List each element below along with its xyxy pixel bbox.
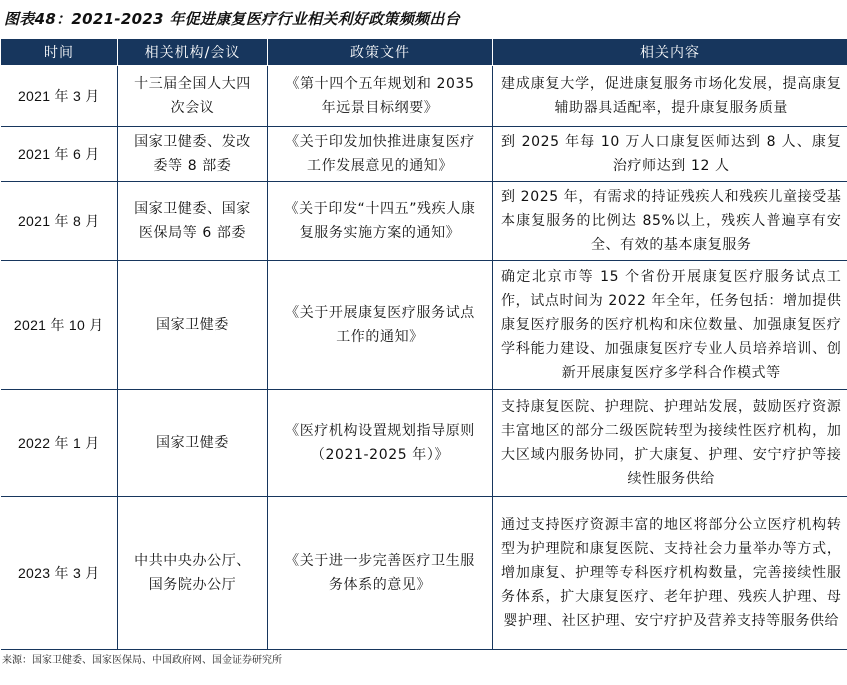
header-time: 时间	[1, 39, 118, 66]
cell-content: 到 2025 年每 10 万人口康复医师达到 8 人、康复治疗师达到 12 人	[493, 127, 847, 182]
cell-agency: 国家卫健委、国家医保局等 6 部委	[118, 182, 268, 261]
table-row	[1, 66, 847, 127]
header-row	[1, 39, 847, 66]
cell-time: 2021 年 10 月	[1, 261, 118, 390]
table-row	[1, 182, 847, 261]
cell-time: 2021 年 6 月	[1, 127, 118, 182]
table-row	[1, 390, 847, 497]
source-note: 来源：国家卫健委、国家医保局、中国政府网、国金证券研究所	[2, 655, 282, 666]
cell-document: 《医疗机构设置规划指导原则（2021-2025 年）》	[268, 390, 493, 497]
cell-document: 《关于印发加快推进康复医疗工作发展意见的通知》	[268, 127, 493, 182]
cell-document: 《关于印发“十四五”残疾人康复服务实施方案的通知》	[268, 182, 493, 261]
header-document: 政策文件	[268, 39, 493, 66]
policy-table-container	[0, 38, 847, 650]
cell-document: 《关于进一步完善医疗卫生服务体系的意见》	[268, 497, 493, 650]
cell-content: 确定北京市等 15 个省份开展康复医疗服务试点工作，试点时间为 2022 年全年，任务包括：增加提供康复医疗服务的医疗机构和床位数量、加强康复医疗学科能力建设、加强康复医疗专业人员培养培训、创新开展康复医疗多学科合作模式等	[493, 261, 847, 390]
cell-agency: 国家卫健委、发改委等 8 部委	[118, 127, 268, 182]
table-body	[1, 66, 847, 650]
cell-time: 2023 年 3 月	[1, 497, 118, 650]
cell-time: 2021 年 3 月	[1, 66, 118, 127]
table-row	[1, 127, 847, 182]
policy-table	[0, 38, 847, 650]
header-agency: 相关机构/会议	[118, 39, 268, 66]
cell-content: 通过支持医疗资源丰富的地区将部分公立医疗机构转型为护理院和康复医院、支持社会力量举办等方式，增加康复、护理等专科医疗机构数量，完善接续性服务体系，扩大康复医疗、老年护理、残疾人护理、母婴护理、社区护理、安宁疗护及营养支持等服务供给	[493, 497, 847, 650]
header-content: 相关内容	[493, 39, 847, 66]
cell-content: 建成康复大学，促进康复服务市场化发展，提高康复辅助器具适配率，提升康复服务质量	[493, 66, 847, 127]
cell-time: 2022 年 1 月	[1, 390, 118, 497]
cell-agency: 中共中央办公厅、国务院办公厅	[118, 497, 268, 650]
cell-agency: 国家卫健委	[118, 390, 268, 497]
cell-document: 《第十四个五年规划和 2035 年远景目标纲要》	[268, 66, 493, 127]
table-row	[1, 261, 847, 390]
cell-content: 支持康复医院、护理院、护理站发展，鼓励医疗资源丰富地区的部分二级医院转型为接续性医疗机构，加大区域内服务协同，扩大康复、护理、安宁疗护等接续性服务供给	[493, 390, 847, 497]
cell-time: 2021 年 8 月	[1, 182, 118, 261]
cell-agency: 国家卫健委	[118, 261, 268, 390]
figure-title: 图表48：2021-2023 年促进康复医疗行业相关利好政策频频出台	[4, 10, 461, 28]
table-header	[1, 39, 847, 66]
table-row	[1, 497, 847, 650]
cell-document: 《关于开展康复医疗服务试点工作的通知》	[268, 261, 493, 390]
cell-agency: 十三届全国人大四次会议	[118, 66, 268, 127]
cell-content: 到 2025 年，有需求的持证残疾人和残疾儿童接受基本康复服务的比例达 85%以上，残疾人普遍享有安全、有效的基本康复服务	[493, 182, 847, 261]
